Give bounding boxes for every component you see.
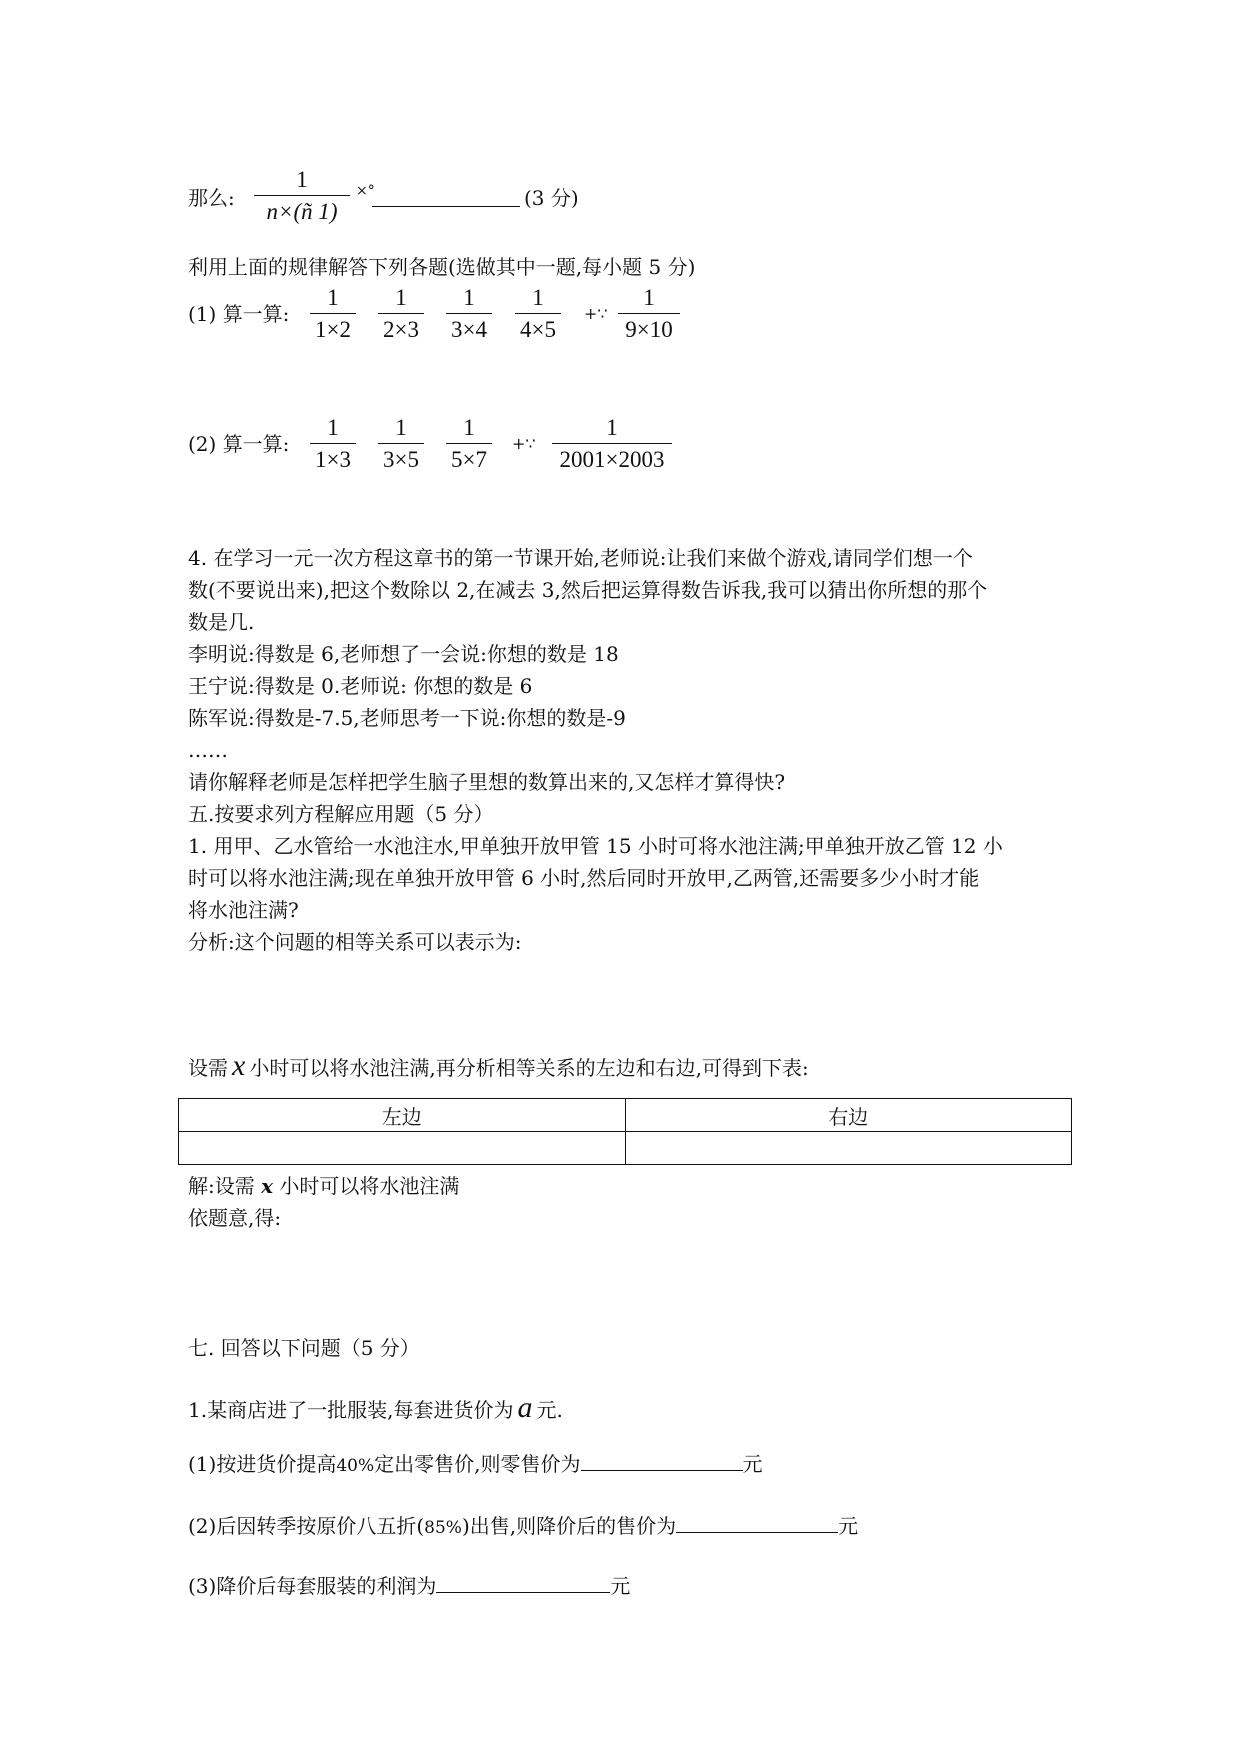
p1-prefix: (1)按进货价提高: [188, 1452, 337, 1476]
variable-x: x: [261, 1174, 274, 1198]
fraction-denominator: 3×4: [451, 317, 487, 342]
q2-fraction-2: [378, 414, 424, 474]
fraction-denominator: 1×2: [315, 317, 351, 342]
q2-fraction-3: [446, 414, 492, 474]
q2-fraction-1: [310, 414, 356, 474]
rule-instruction: 利用上面的规律解答下列各题(选做其中一题,每小题 5 分): [188, 255, 696, 279]
section7-p2: [188, 1512, 858, 1538]
garbled-glyph: ×°: [356, 183, 375, 199]
q1-ellipsis: +∵: [584, 304, 608, 323]
set-prefix: 设需: [188, 1056, 228, 1080]
table-row: [179, 1132, 1072, 1165]
problem4-line8: 请你解释老师是怎样把学生脑子里想的数算出来的,又怎样才算得快?: [188, 770, 786, 794]
then-label: 那么:: [188, 186, 235, 210]
p3-unit: 元: [610, 1574, 631, 1598]
then-score: (3 分): [524, 186, 579, 210]
q2-ellipsis: +∵: [512, 434, 536, 453]
according-text: 依题意,得:: [188, 1206, 282, 1230]
fraction-numerator: 1: [395, 285, 407, 310]
problem4-line1: 4. 在学习一元一次方程这章书的第一节课开始,老师说:让我们来做个游戏,请同学们想一个: [188, 546, 973, 570]
solution-prefix: 解:设需: [188, 1174, 255, 1198]
table-cell-left[interactable]: [179, 1132, 626, 1165]
q2-fraction-4: [552, 414, 672, 474]
problem4-line2: 数(不要说出来),把这个数除以 2,在减去 3,然后把运算得数告诉我,我可以猜出你所想的那个: [188, 578, 988, 602]
then-answer-line[interactable]: [372, 186, 520, 212]
q1-prefix: 1.某商店进了一批服装,每套进货价为: [188, 1398, 514, 1422]
problem4-line6: 陈军说:得数是-7.5,老师思考一下说:你想的数是-9: [188, 706, 626, 730]
p3-answer-line[interactable]: [436, 1572, 610, 1593]
table-header-left: 左边: [179, 1099, 626, 1132]
problem4-line4: 李明说:得数是 6,老师想了一会说:你想的数是 18: [188, 642, 619, 666]
q1-fraction-5: [618, 284, 680, 344]
section7-q1: [188, 1390, 563, 1426]
q2-label: (2) 算一算:: [188, 432, 290, 456]
section5-q1-line2: 时可以将水池注满;现在单独开放甲管 6 小时,然后同时开放甲,乙两管,还需要多少小时才能: [188, 866, 980, 890]
section7-p1: [188, 1450, 763, 1476]
section5-q1-line1: 1. 用甲、乙水管给一水池注水,甲单独开放甲管 15 小时可将水池注满;甲单独开放乙管 12 小: [188, 834, 1003, 858]
p2-answer-line[interactable]: [676, 1512, 838, 1533]
equation-table: [178, 1098, 1072, 1165]
fraction-denominator: 4×5: [520, 317, 556, 342]
set-variable-line: [188, 1048, 809, 1084]
problem4-line3: 数是几.: [188, 610, 255, 634]
p2-prefix: (2)后因转季按原价八五折(: [188, 1514, 425, 1538]
variable-x: x: [232, 1049, 246, 1082]
section7-p3: [188, 1572, 630, 1598]
p2-percent: 85%: [424, 1518, 462, 1538]
fraction-numerator: 1: [327, 285, 339, 310]
q1-fraction-3: [446, 284, 492, 344]
analysis-text: 分析:这个问题的相等关系可以表示为:: [188, 930, 522, 954]
fraction-denominator: 1×3: [315, 447, 351, 472]
solution-line: [188, 1174, 459, 1198]
section5-q1-line3: 将水池注满?: [188, 898, 299, 922]
fraction-numerator: 1: [327, 415, 339, 440]
set-suffix: 小时可以将水池注满,再分析相等关系的左边和右边,可得到下表:: [249, 1056, 809, 1080]
q1-suffix: 元.: [536, 1398, 563, 1422]
variable-a: a: [517, 1391, 533, 1424]
q1-fraction-1: [310, 284, 356, 344]
fraction-numerator: 1: [606, 415, 618, 440]
fraction-numerator: 1: [463, 285, 475, 310]
p1-suffix: 定出零售价,则零售价为: [374, 1452, 581, 1476]
q1-label: (1) 算一算:: [188, 302, 290, 326]
solution-suffix: 小时可以将水池注满: [279, 1174, 460, 1198]
fraction-denominator: 5×7: [451, 447, 487, 472]
q1-fraction-2: [378, 284, 424, 344]
fraction-numerator: 1: [395, 415, 407, 440]
fraction-numerator: 1: [532, 285, 544, 310]
fraction-numerator: 1: [463, 415, 475, 440]
fraction-denominator: 2001×2003: [559, 447, 665, 472]
p1-percent: 40%: [336, 1456, 375, 1476]
fraction-denominator: 2×3: [383, 317, 419, 342]
fraction-denominator: n×(ñ 1): [266, 199, 338, 224]
p1-unit: 元: [742, 1452, 763, 1476]
fraction-numerator: 1: [643, 285, 655, 310]
problem4-line5: 王宁说:得数是 0.老师说: 你想的数是 6: [188, 674, 533, 698]
table-header-right: 右边: [625, 1099, 1072, 1132]
table-header-row: [179, 1099, 1072, 1132]
p2-suffix: )出售,则降价后的售价为: [461, 1514, 677, 1538]
fraction-denominator: 3×5: [383, 447, 419, 472]
p2-unit: 元: [838, 1514, 859, 1538]
problem4-line7: ……: [188, 738, 228, 762]
p1-answer-line[interactable]: [581, 1450, 743, 1471]
q1-fraction-4: [515, 284, 561, 344]
p3-prefix: (3)降价后每套服装的利润为: [188, 1574, 437, 1598]
section5-heading: 五.按要求列方程解应用题（5 分）: [188, 802, 494, 826]
section7-heading: 七. 回答以下问题（5 分）: [188, 1336, 420, 1360]
then-fraction: [254, 166, 350, 226]
fraction-numerator: 1: [296, 167, 308, 192]
fraction-denominator: 9×10: [625, 317, 673, 342]
table-cell-right[interactable]: [625, 1132, 1072, 1165]
